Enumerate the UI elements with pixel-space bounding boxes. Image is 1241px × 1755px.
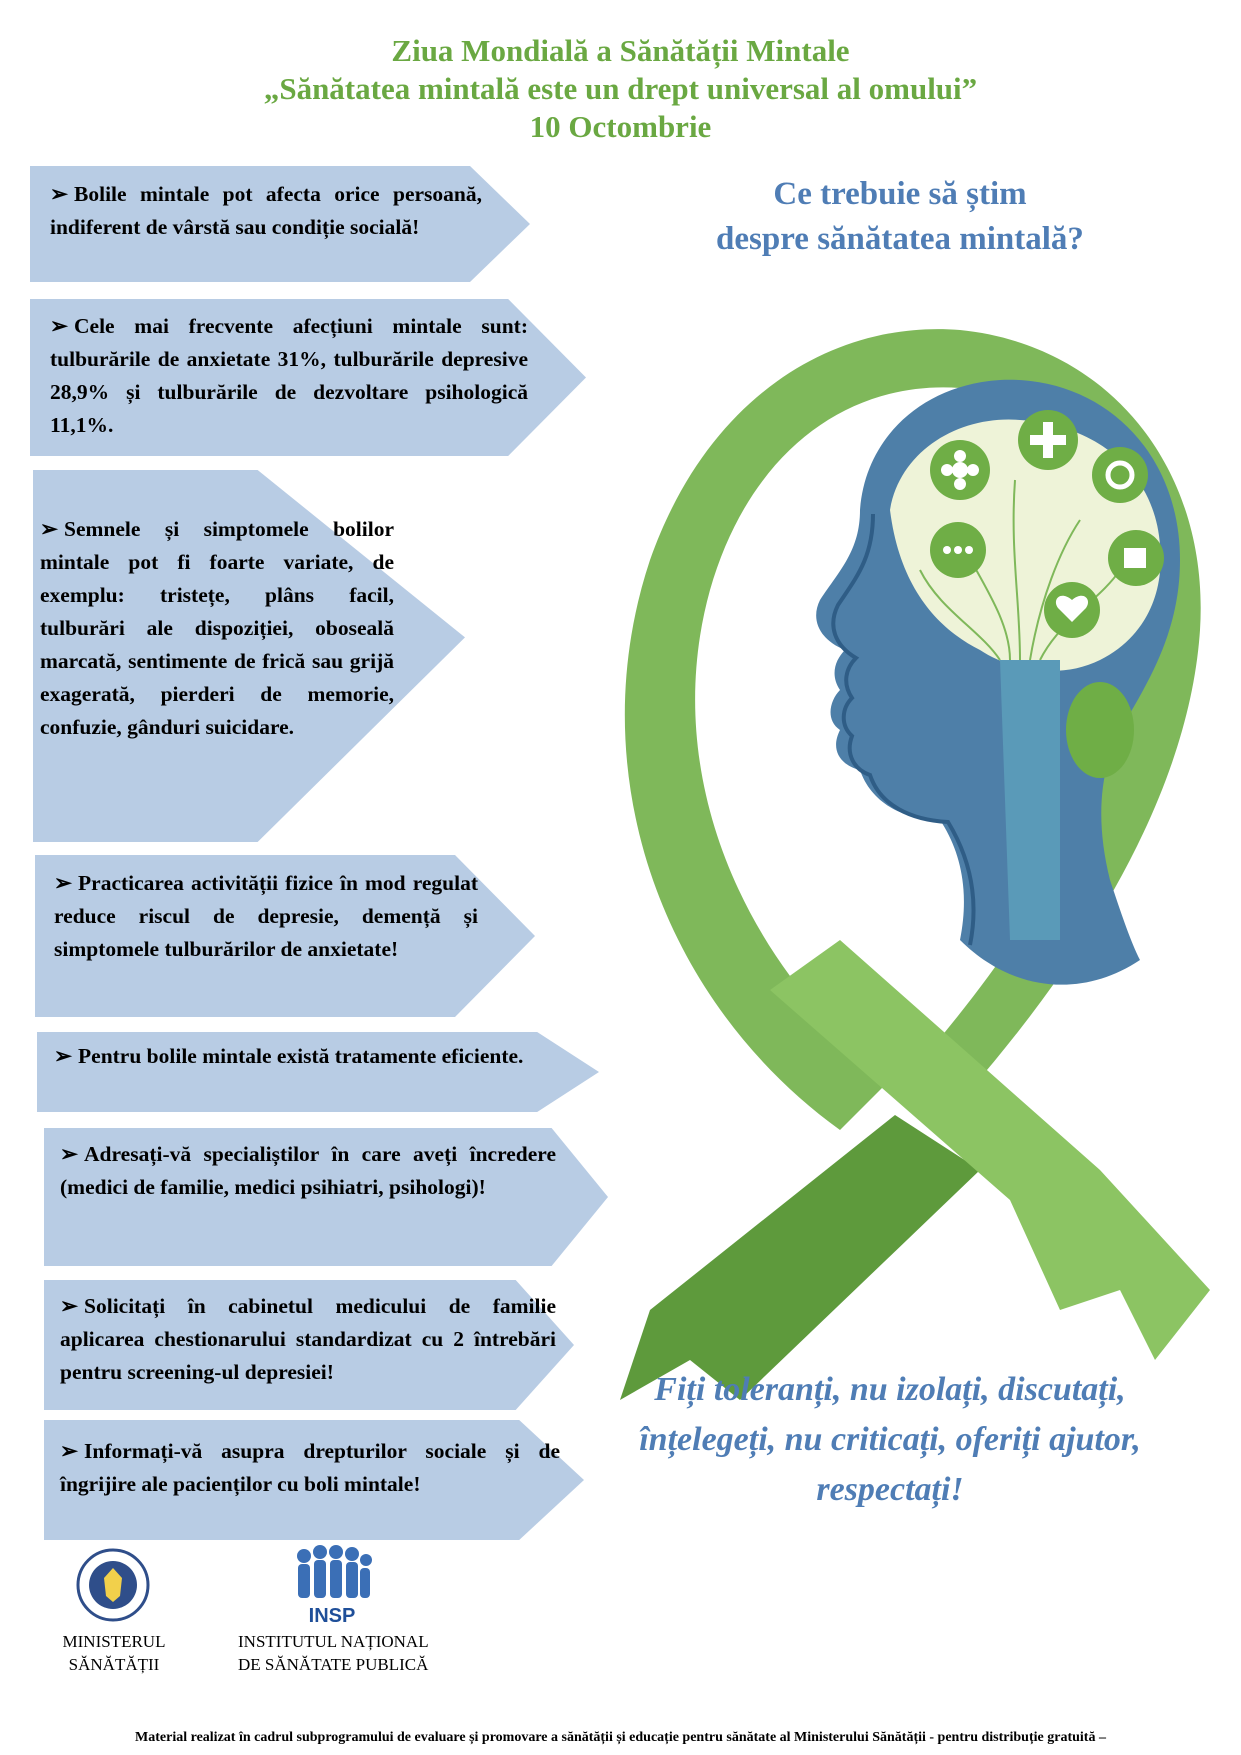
fact-5 [54,1040,562,1073]
plus-icon [1018,410,1078,470]
title-line-2: „Sănătatea mintală este un drept universal al omului” [263,71,978,106]
question-line-2: despre sănătatea mintală? [716,221,1084,257]
slogan-line-2: înțelegeți, nu criticați, oferiți ajutor, [639,1421,1141,1458]
fact-1-text: Bolile mintale pot afecta orice persoană, indiferent de vârstă sau condiție socială! [50,182,482,239]
brain-stem [1000,660,1060,940]
slogan [600,1365,1180,1515]
mental-health-ribbon-illustration [540,300,1230,1410]
insp-mark-text: INSP [308,1605,356,1627]
puzzle-icon [1108,530,1164,586]
fact-3 [40,513,394,744]
bullet-arrow-icon: ➢ [50,314,69,338]
slogan-line-3: respectați! [816,1471,964,1508]
cerebellum [1066,682,1134,778]
ministry-line-2: SĂNĂTĂȚII [68,1655,160,1674]
insp-line-1: INSTITUTUL NAȚIONAL [238,1632,429,1651]
title-line-3: 10 Octombrie [529,109,712,144]
insp-logo [290,1542,374,1628]
ribbon-tail-left [620,1115,980,1400]
bullet-arrow-icon: ➢ [54,1044,73,1068]
fact-6 [60,1138,556,1204]
fact-1 [50,178,482,244]
heart-icon [1044,582,1100,638]
flower-icon [930,440,990,500]
bullet-arrow-icon: ➢ [60,1294,79,1318]
question-line-1: Ce trebuie să știm [773,176,1027,212]
bullet-arrow-icon: ➢ [40,517,59,541]
footer-note: Material realizat în cadrul subprogramului de evaluare și promovare a sănătății și educație pentru sănătate al Ministerului Sănătății - pentru distribuție gratuită – [135,1730,1106,1745]
insp-line-2: DE SĂNĂTATE PUBLICĂ [238,1655,429,1674]
fact-2 [50,310,528,442]
poster-header [0,32,1241,146]
fact-4-text: Practicarea activității fizice în mod regulat reduce riscul de depresie, demență și simptomele tulburărilor de anxietate! [54,871,478,961]
fact-8-text: Informați-vă asupra drepturilor sociale și de îngrijire ale pacienților cu boli mintale! [60,1439,560,1496]
gear-icon [1092,447,1148,503]
ministry-line-1: MINISTERUL [62,1632,166,1651]
fact-8 [60,1435,560,1501]
insp-label [238,1630,474,1676]
fact-7-text: Solicitați în cabinetul medicului de familie aplicarea chestionarului standardizat cu 2 întrebări pentru screening-ul depresiei! [60,1294,556,1384]
chat-bubble-icon [930,522,986,578]
bullet-arrow-icon: ➢ [60,1439,79,1463]
bullet-arrow-icon: ➢ [50,182,69,206]
fact-4 [54,867,478,966]
question-heading [640,172,1160,262]
bullet-arrow-icon: ➢ [54,871,73,895]
fact-5-text: Pentru bolile mintale există tratamente eficiente. [78,1044,524,1068]
government-seal-logo [76,1548,150,1622]
fact-7 [60,1290,556,1389]
fact-3-text: Semnele și simptomele bolilor mintale pot fi foarte variate, de exemplu: tristețe, plâns facil, tulburări ale dispoziției, oboseală marcată, sentimente de frică sau grijă exagerată, pierderi de memorie, confuzie, gânduri suicidare. [40,517,394,739]
fact-6-text: Adresați-vă specialiștilor în care aveți încredere (medici de familie, medici psihiatri, psihologi)! [60,1142,556,1199]
slogan-line-1: Fiți toleranți, nu izolați, discutați, [654,1371,1126,1408]
bullet-arrow-icon: ➢ [60,1142,79,1166]
fact-2-text: Cele mai frecvente afecțiuni mintale sunt: tulburările de anxietate 31%, tulburările depresive 28,9% și tulburările de dezvoltare psihologică 11,1%. [50,314,528,437]
ministry-label [44,1630,184,1676]
title-line-1: Ziua Mondială a Sănătății Mintale [391,33,850,68]
